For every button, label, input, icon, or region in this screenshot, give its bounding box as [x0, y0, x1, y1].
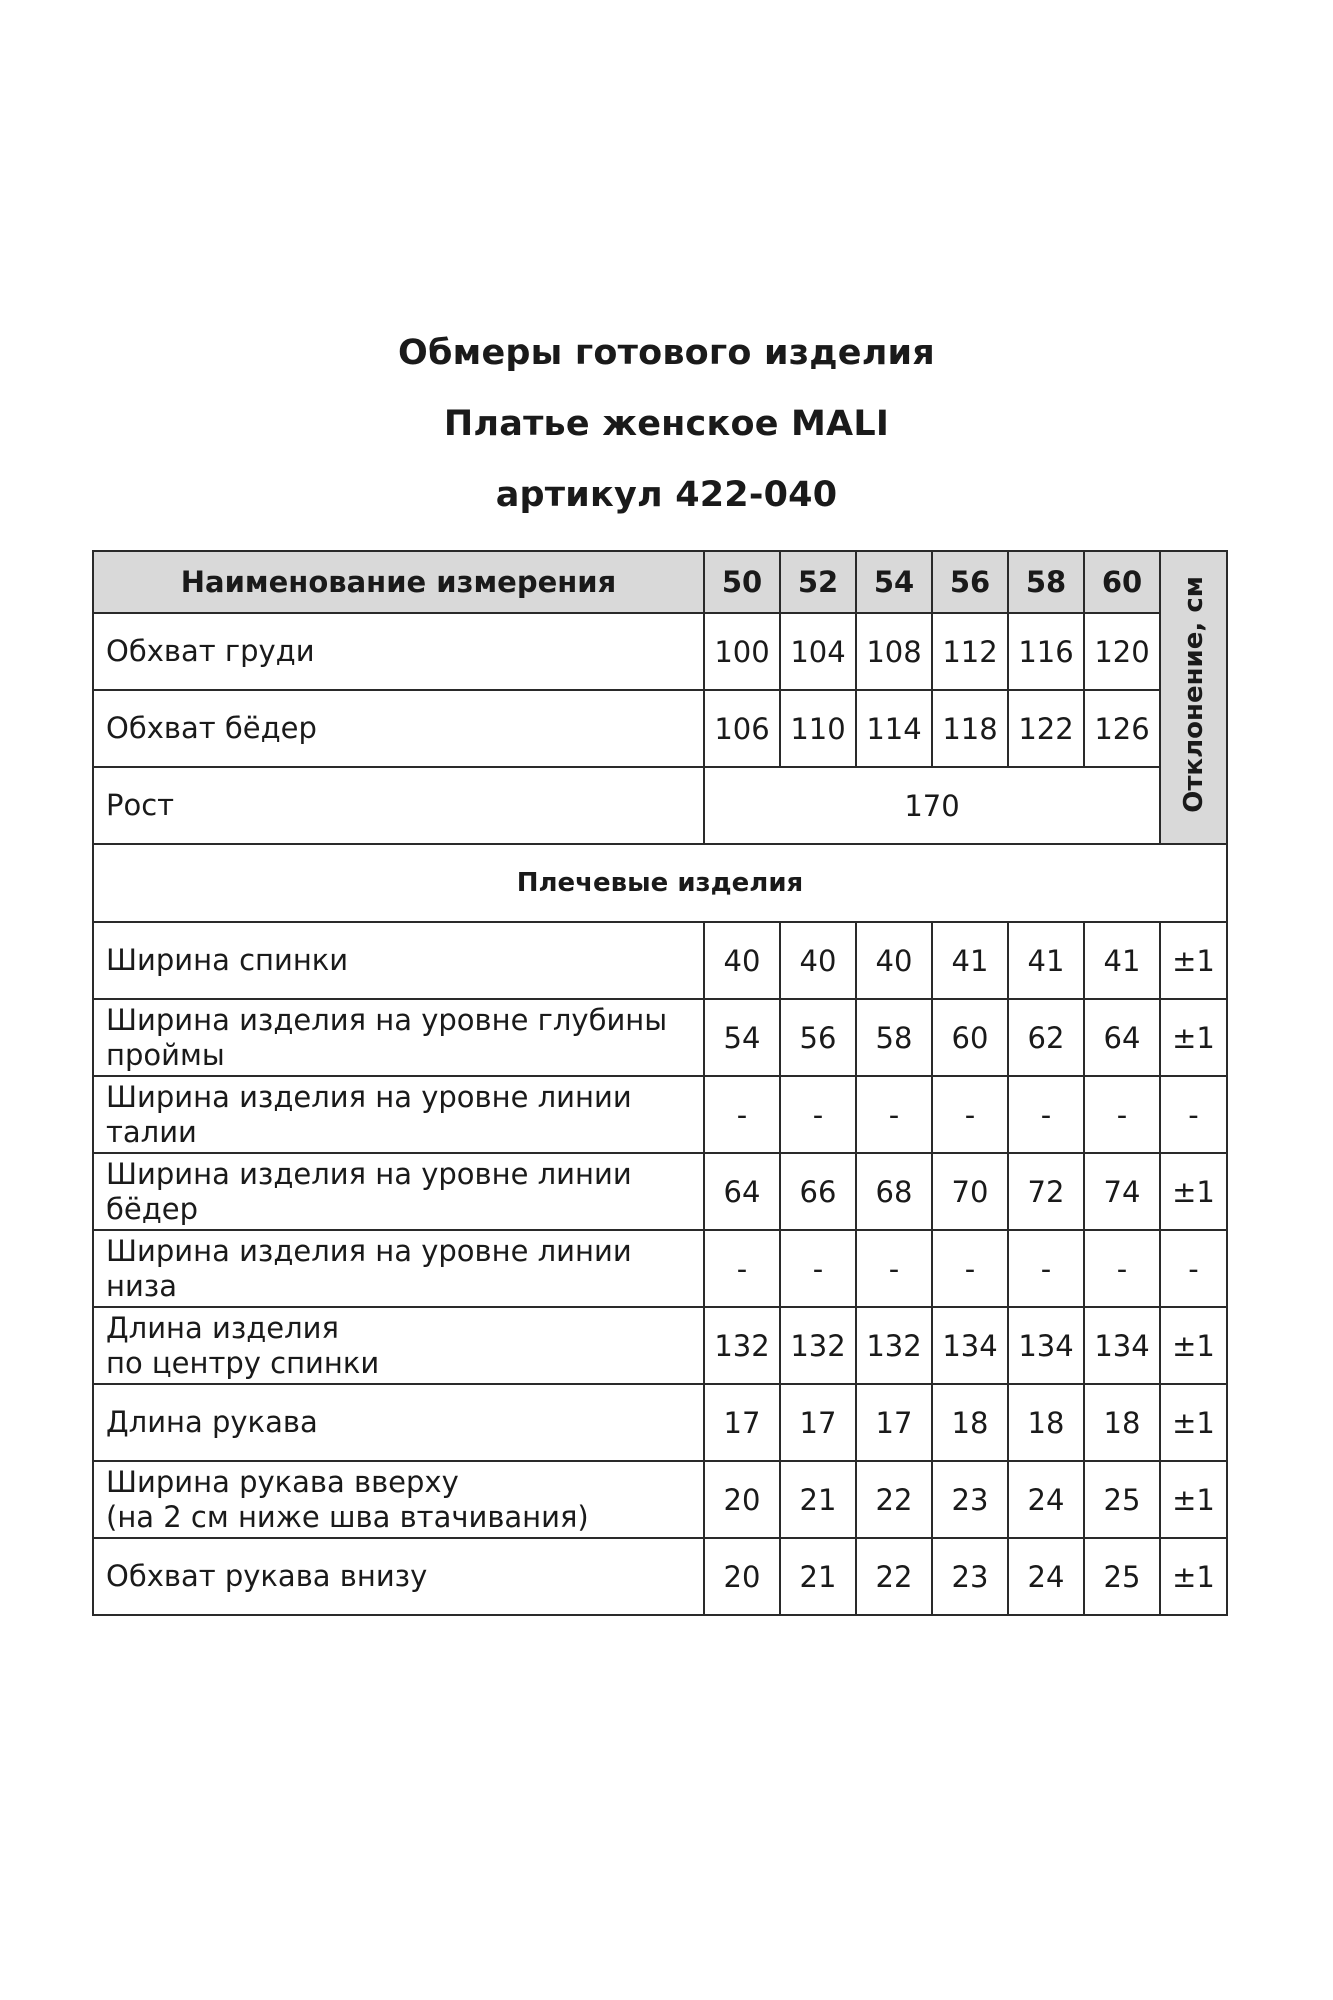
row-value: 22 — [856, 1461, 932, 1538]
row-value: 17 — [856, 1384, 932, 1461]
row-value: 72 — [1008, 1153, 1084, 1230]
table-row — [93, 1153, 1227, 1230]
row-value: 24 — [1008, 1461, 1084, 1538]
row-value: 134 — [932, 1307, 1008, 1384]
row-value: 116 — [1008, 613, 1084, 690]
row-value: 66 — [780, 1153, 856, 1230]
row-value: 64 — [704, 1153, 780, 1230]
row-value: 60 — [932, 999, 1008, 1076]
height-value: 170 — [704, 767, 1160, 844]
row-value: 58 — [856, 999, 932, 1076]
row-value: 21 — [780, 1538, 856, 1615]
row-value: - — [1008, 1230, 1084, 1307]
row-value: 118 — [932, 690, 1008, 767]
row-value: 68 — [856, 1153, 932, 1230]
row-name: Ширина изделия на уровне линии бёдер — [93, 1153, 704, 1230]
row-value: 17 — [780, 1384, 856, 1461]
row-value: 17 — [704, 1384, 780, 1461]
row-value: 62 — [1008, 999, 1084, 1076]
table-row — [93, 999, 1227, 1076]
row-value: - — [1084, 1076, 1160, 1153]
row-value: - — [704, 1076, 780, 1153]
row-value: - — [780, 1076, 856, 1153]
row-value: 18 — [1008, 1384, 1084, 1461]
row-value: 18 — [932, 1384, 1008, 1461]
measurements-table — [92, 550, 1228, 1616]
row-name: Обхват груди — [93, 613, 704, 690]
row-value: 132 — [856, 1307, 932, 1384]
row-value: 25 — [1084, 1538, 1160, 1615]
header-row — [93, 551, 1227, 613]
row-value: - — [856, 1230, 932, 1307]
section-title: Плечевые изделия — [93, 844, 1227, 922]
table-row — [93, 1461, 1227, 1538]
row-value: - — [932, 1230, 1008, 1307]
row-value: 20 — [704, 1538, 780, 1615]
table-row — [93, 1076, 1227, 1153]
row-value: 108 — [856, 613, 932, 690]
section-row — [93, 844, 1227, 922]
size-header: 54 — [856, 551, 932, 613]
row-value: 40 — [856, 922, 932, 999]
row-value: 20 — [704, 1461, 780, 1538]
row-deviation: ±1 — [1160, 1307, 1227, 1384]
table-row — [93, 1538, 1227, 1615]
deviation-header — [1160, 551, 1227, 844]
size-header: 56 — [932, 551, 1008, 613]
row-deviation: - — [1160, 1076, 1227, 1153]
row-value: 54 — [704, 999, 780, 1076]
size-header: 60 — [1084, 551, 1160, 613]
row-value: 70 — [932, 1153, 1008, 1230]
row-value: 114 — [856, 690, 932, 767]
row-value: 134 — [1084, 1307, 1160, 1384]
deviation-header-label: Отклонение, см — [1178, 575, 1209, 813]
row-name: Ширина изделия на уровне линии низа — [93, 1230, 704, 1307]
row-value: 126 — [1084, 690, 1160, 767]
row-value: 41 — [1084, 922, 1160, 999]
row-value: 106 — [704, 690, 780, 767]
row-value: 24 — [1008, 1538, 1084, 1615]
row-value: 40 — [704, 922, 780, 999]
row-value: 41 — [932, 922, 1008, 999]
title-line-1: Обмеры готового изделия — [398, 333, 935, 373]
header-name-cell: Наименование измерения — [93, 551, 704, 613]
row-name: Длина изделия по центру спинки — [93, 1307, 704, 1384]
row-name: Обхват рукава внизу — [93, 1538, 704, 1615]
row-value: - — [1084, 1230, 1160, 1307]
table-row — [93, 922, 1227, 999]
row-value: 104 — [780, 613, 856, 690]
row-value: 40 — [780, 922, 856, 999]
row-value: 120 — [1084, 613, 1160, 690]
row-value: 21 — [780, 1461, 856, 1538]
title-line-2: Платье женское MALI — [443, 404, 890, 444]
size-header: 52 — [780, 551, 856, 613]
document-title — [0, 318, 1333, 531]
row-value: 56 — [780, 999, 856, 1076]
row-deviation: ±1 — [1160, 999, 1227, 1076]
row-value: 41 — [1008, 922, 1084, 999]
size-header: 58 — [1008, 551, 1084, 613]
row-value: - — [932, 1076, 1008, 1153]
row-deviation: ±1 — [1160, 1153, 1227, 1230]
row-deviation: ±1 — [1160, 922, 1227, 999]
row-value: 64 — [1084, 999, 1160, 1076]
row-deviation: ±1 — [1160, 1461, 1227, 1538]
row-name: Длина рукава — [93, 1384, 704, 1461]
row-value: 100 — [704, 613, 780, 690]
row-value: 22 — [856, 1538, 932, 1615]
table-row — [93, 613, 1227, 690]
row-value: 132 — [780, 1307, 856, 1384]
row-value: 23 — [932, 1461, 1008, 1538]
row-value: - — [704, 1230, 780, 1307]
row-value: 122 — [1008, 690, 1084, 767]
row-value: 25 — [1084, 1461, 1160, 1538]
table-row — [93, 1307, 1227, 1384]
row-deviation: ±1 — [1160, 1384, 1227, 1461]
size-header: 50 — [704, 551, 780, 613]
row-name: Обхват бёдер — [93, 690, 704, 767]
table-row — [93, 1384, 1227, 1461]
table-row — [93, 690, 1227, 767]
row-value: 132 — [704, 1307, 780, 1384]
row-value: - — [856, 1076, 932, 1153]
row-name: Ширина спинки — [93, 922, 704, 999]
title-line-3: артикул 422-040 — [495, 475, 838, 515]
row-deviation: - — [1160, 1230, 1227, 1307]
row-value: 23 — [932, 1538, 1008, 1615]
row-name: Рост — [93, 767, 704, 844]
row-value: - — [1008, 1076, 1084, 1153]
row-value: 18 — [1084, 1384, 1160, 1461]
row-name: Ширина изделия на уровне линии талии — [93, 1076, 704, 1153]
row-value: 112 — [932, 613, 1008, 690]
table-row — [93, 767, 1227, 844]
row-name: Ширина рукава вверху (на 2 см ниже шва втачивания) — [93, 1461, 704, 1538]
row-deviation: ±1 — [1160, 1538, 1227, 1615]
row-value: - — [780, 1230, 856, 1307]
row-value: 74 — [1084, 1153, 1160, 1230]
table-row — [93, 1230, 1227, 1307]
row-name: Ширина изделия на уровне глубины проймы — [93, 999, 704, 1076]
row-value: 110 — [780, 690, 856, 767]
row-value: 134 — [1008, 1307, 1084, 1384]
